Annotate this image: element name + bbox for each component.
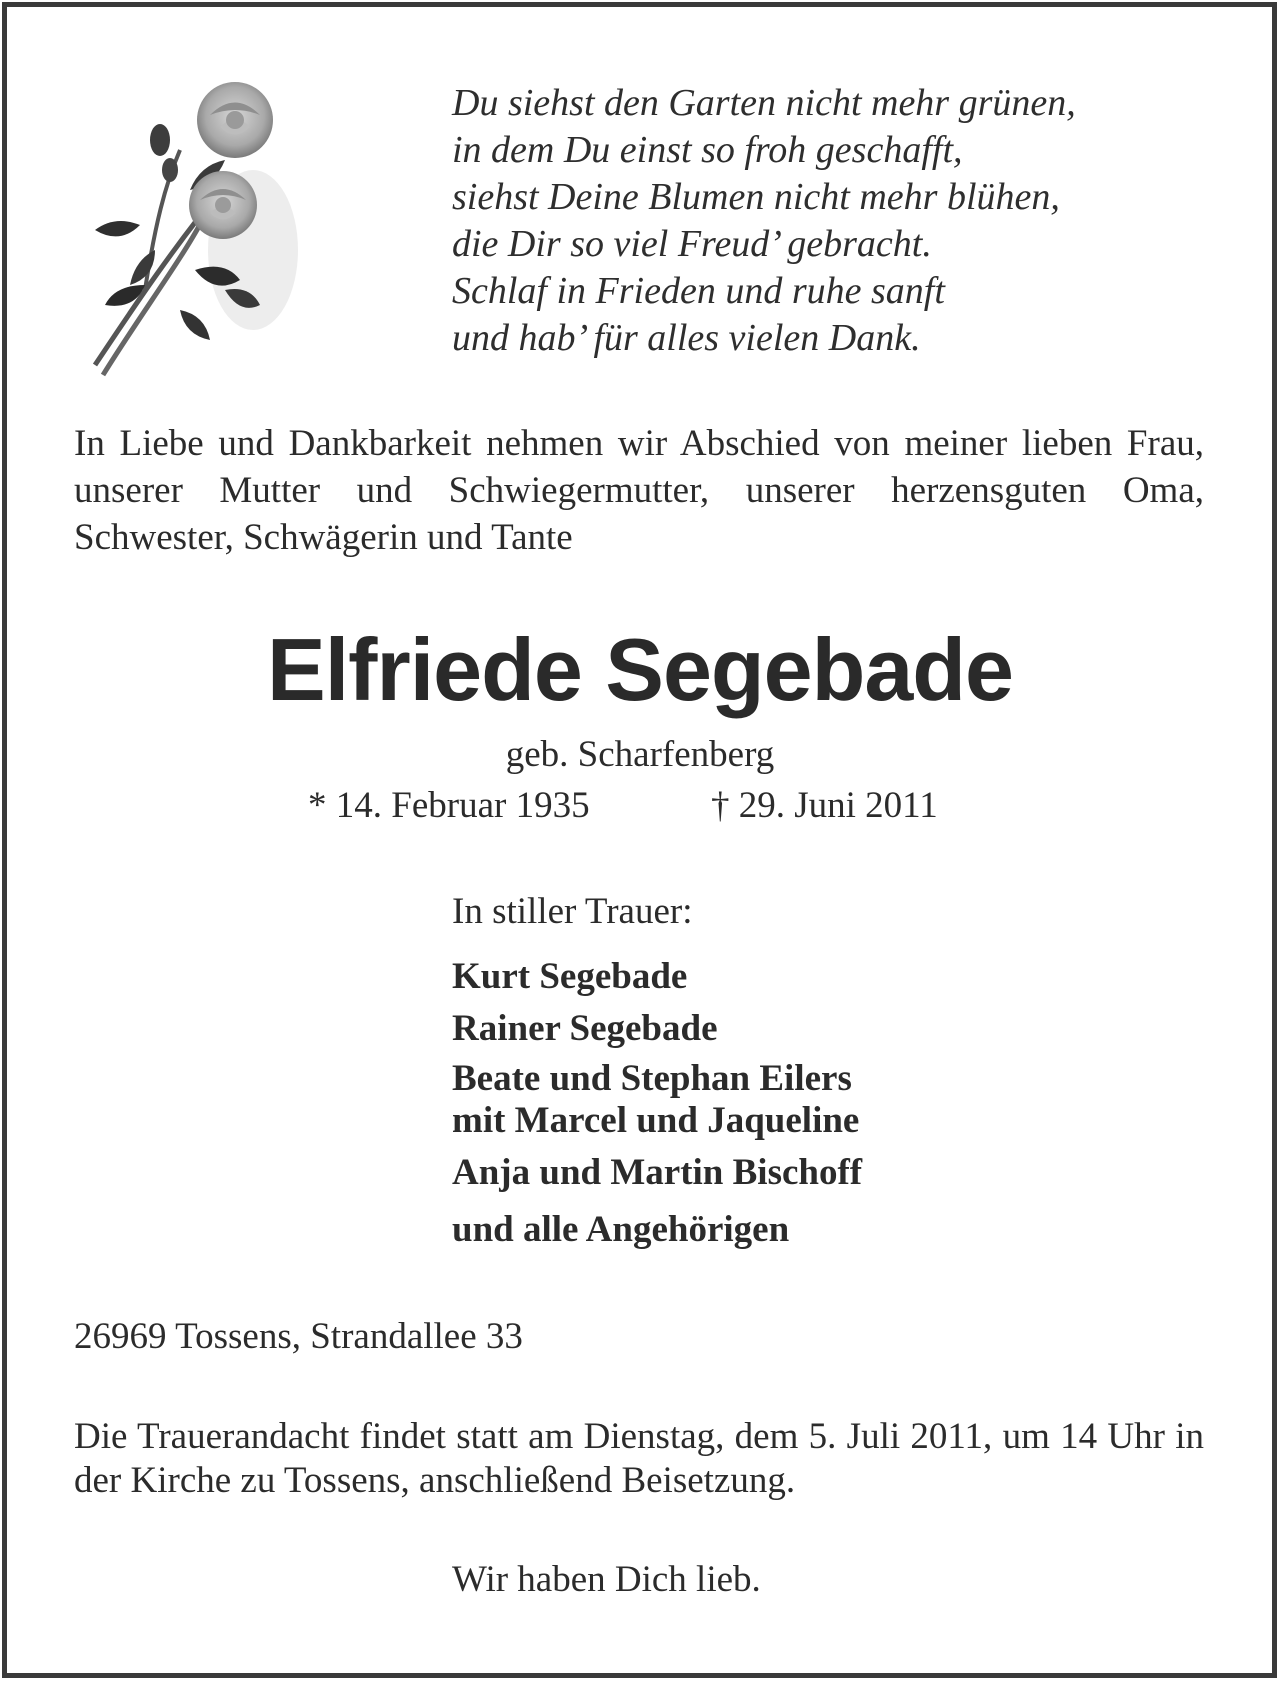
mourning-label: In stiller Trauer: <box>452 891 693 932</box>
mourner-name: Beate und Stephan Eilers <box>452 1058 852 1099</box>
intro-text: In Liebe und Dankbarkeit nehmen wir Abschied von meiner lieben Frau, unserer Mutter und Schwiegermutter, unserer herzensguten Oma, Schwester, Schwägerin und Tante <box>74 423 1204 558</box>
address: 26969 Tossens, Strandallee 33 <box>74 1316 523 1357</box>
service-info: Die Trauerandacht findet statt am Dienstag, dem 5. Juli 2011, um 14 Uhr in der Kirche zu Tossens, anschließend Beisetzung. <box>74 1416 1204 1501</box>
poem <box>452 80 1076 362</box>
poem-line: siehst Deine Blumen nicht mehr blühen, <box>452 176 1060 218</box>
closing-line: Wir haben Dich lieb. <box>452 1559 761 1600</box>
poem-line: und hab’ für alles vielen Dank. <box>452 317 921 359</box>
mourner-name: Anja und Martin Bischoff <box>452 1152 863 1193</box>
poem-line: Schlaf in Frieden und ruhe sanft <box>452 270 945 312</box>
mourner-name: und alle Angehörigen <box>452 1209 790 1250</box>
mourner-name: mit Marcel und Jaqueline <box>452 1100 860 1141</box>
rose-icon <box>85 75 315 380</box>
poem-line: die Dir so viel Freud’ gebracht. <box>452 223 932 265</box>
mourner-name: Kurt Segebade <box>452 956 688 997</box>
mourner-name: Rainer Segebade <box>452 1008 718 1049</box>
born-name: geb. Scharfenberg <box>505 734 775 775</box>
death-date: † 29. Juni 2011 <box>711 785 938 826</box>
deceased-name: Elfriede Segebade <box>267 620 1013 719</box>
poem-line: Du siehst den Garten nicht mehr grünen, <box>452 82 1076 124</box>
poem-line: in dem Du einst so froh geschafft, <box>452 129 963 171</box>
birth-date: * 14. Februar 1935 <box>308 785 590 826</box>
